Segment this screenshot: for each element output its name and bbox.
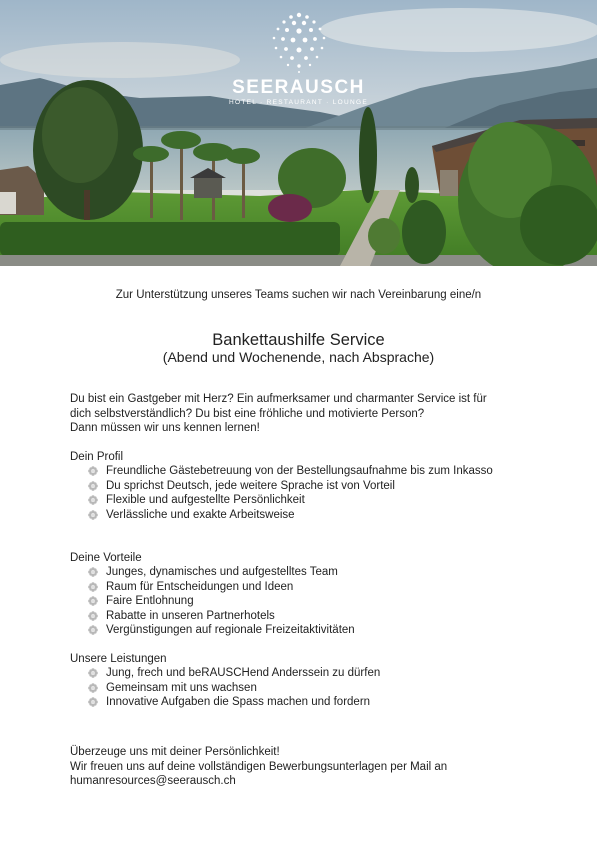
closing-paragraph xyxy=(70,745,540,789)
closing-line: Überzeuge uns mit deiner Persönlichkeit! xyxy=(70,746,280,758)
list-item xyxy=(70,695,530,710)
list-item-text: Jung, frech und beRAUSCHend Anderssein zu dürfen xyxy=(106,667,381,679)
list-item xyxy=(70,580,530,595)
list-item-text: Vergünstigungen auf regionale Freizeitaktivitäten xyxy=(106,624,355,636)
flower-bullet-icon xyxy=(88,697,98,707)
flower-bullet-icon xyxy=(88,510,98,520)
intro-paragraph xyxy=(70,392,540,436)
brand-name: SEERAUSCH xyxy=(232,77,365,98)
list-item-text: Freundliche Gästebetreuung von der Bestellungsaufnahme bis zum Inkasso xyxy=(106,465,493,477)
list-item-text: Gemeinsam mit uns wachsen xyxy=(106,681,257,694)
flower-bullet-icon xyxy=(88,668,98,678)
job-title: Bankettaushilfe Service xyxy=(212,331,385,349)
list-item xyxy=(70,594,530,609)
brand-logo xyxy=(0,10,597,106)
list-item xyxy=(70,464,530,479)
flower-bullet-icon xyxy=(88,582,98,592)
list-item xyxy=(70,493,530,508)
list-item-text: Faire Entlohnung xyxy=(106,595,194,607)
list-item xyxy=(70,623,530,638)
flower-bullet-icon xyxy=(88,495,98,505)
list-item xyxy=(70,508,530,523)
list-item xyxy=(70,479,530,494)
dot-sphere-logo-icon xyxy=(267,10,331,74)
job-subtitle: (Abend und Wochenende, nach Absprache) xyxy=(162,349,435,365)
brand-tagline: HOTEL · RESTAURANT · LOUNGE xyxy=(229,99,368,106)
services-list xyxy=(70,666,530,710)
flower-bullet-icon xyxy=(88,596,98,606)
list-item-text: Junges, dynamisches und aufgestelltes Team xyxy=(106,566,338,578)
section-heading-benefits: Deine Vorteile xyxy=(70,552,142,564)
flower-bullet-icon xyxy=(88,466,98,476)
intro-paragraph-line: dich selbstverständlich? Du bist eine fröhliche und motivierte Person? xyxy=(70,407,425,420)
flower-bullet-icon xyxy=(88,481,98,491)
flower-bullet-icon xyxy=(88,625,98,635)
hero-photo xyxy=(0,0,597,266)
intro-paragraph-line: Du bist ein Gastgeber mit Herz? Ein aufmerksamer und charmanter Service ist für xyxy=(70,393,487,405)
list-item-text: Innovative Aufgaben die Spass machen und fordern xyxy=(106,696,371,708)
flower-bullet-icon xyxy=(88,683,98,693)
flower-bullet-icon xyxy=(88,567,98,577)
list-item-text: Flexible und aufgestellte Persönlichkeit xyxy=(106,494,305,506)
list-item-text: Du sprichst Deutsch, jede weitere Sprache ist von Vorteil xyxy=(106,479,395,492)
intro-paragraph-line: Dann müssen wir uns kennen lernen! xyxy=(70,422,260,434)
list-item-text: Raum für Entscheidungen und Ideen xyxy=(106,580,294,593)
list-item xyxy=(70,666,530,681)
section-heading-profile: Dein Profil xyxy=(70,451,124,463)
closing-line: Wir freuen uns auf deine vollständigen Bewerbungsunterlagen per Mail an xyxy=(70,760,448,773)
list-item-text: Rabatte in unseren Partnerhotels xyxy=(106,609,275,622)
flower-bullet-icon xyxy=(88,611,98,621)
email-link[interactable]: humanresources@seerausch.ch xyxy=(70,775,236,787)
profile-list xyxy=(70,464,530,522)
list-item-text: Verlässliche und exakte Arbeitsweise xyxy=(106,508,295,521)
benefits-list xyxy=(70,565,530,638)
intro-text: Zur Unterstützung unseres Teams suchen wir nach Vereinbarung eine/n xyxy=(115,289,482,301)
list-item xyxy=(70,681,530,696)
list-item xyxy=(70,565,530,580)
list-item xyxy=(70,609,530,624)
section-heading-services: Unsere Leistungen xyxy=(70,653,167,665)
